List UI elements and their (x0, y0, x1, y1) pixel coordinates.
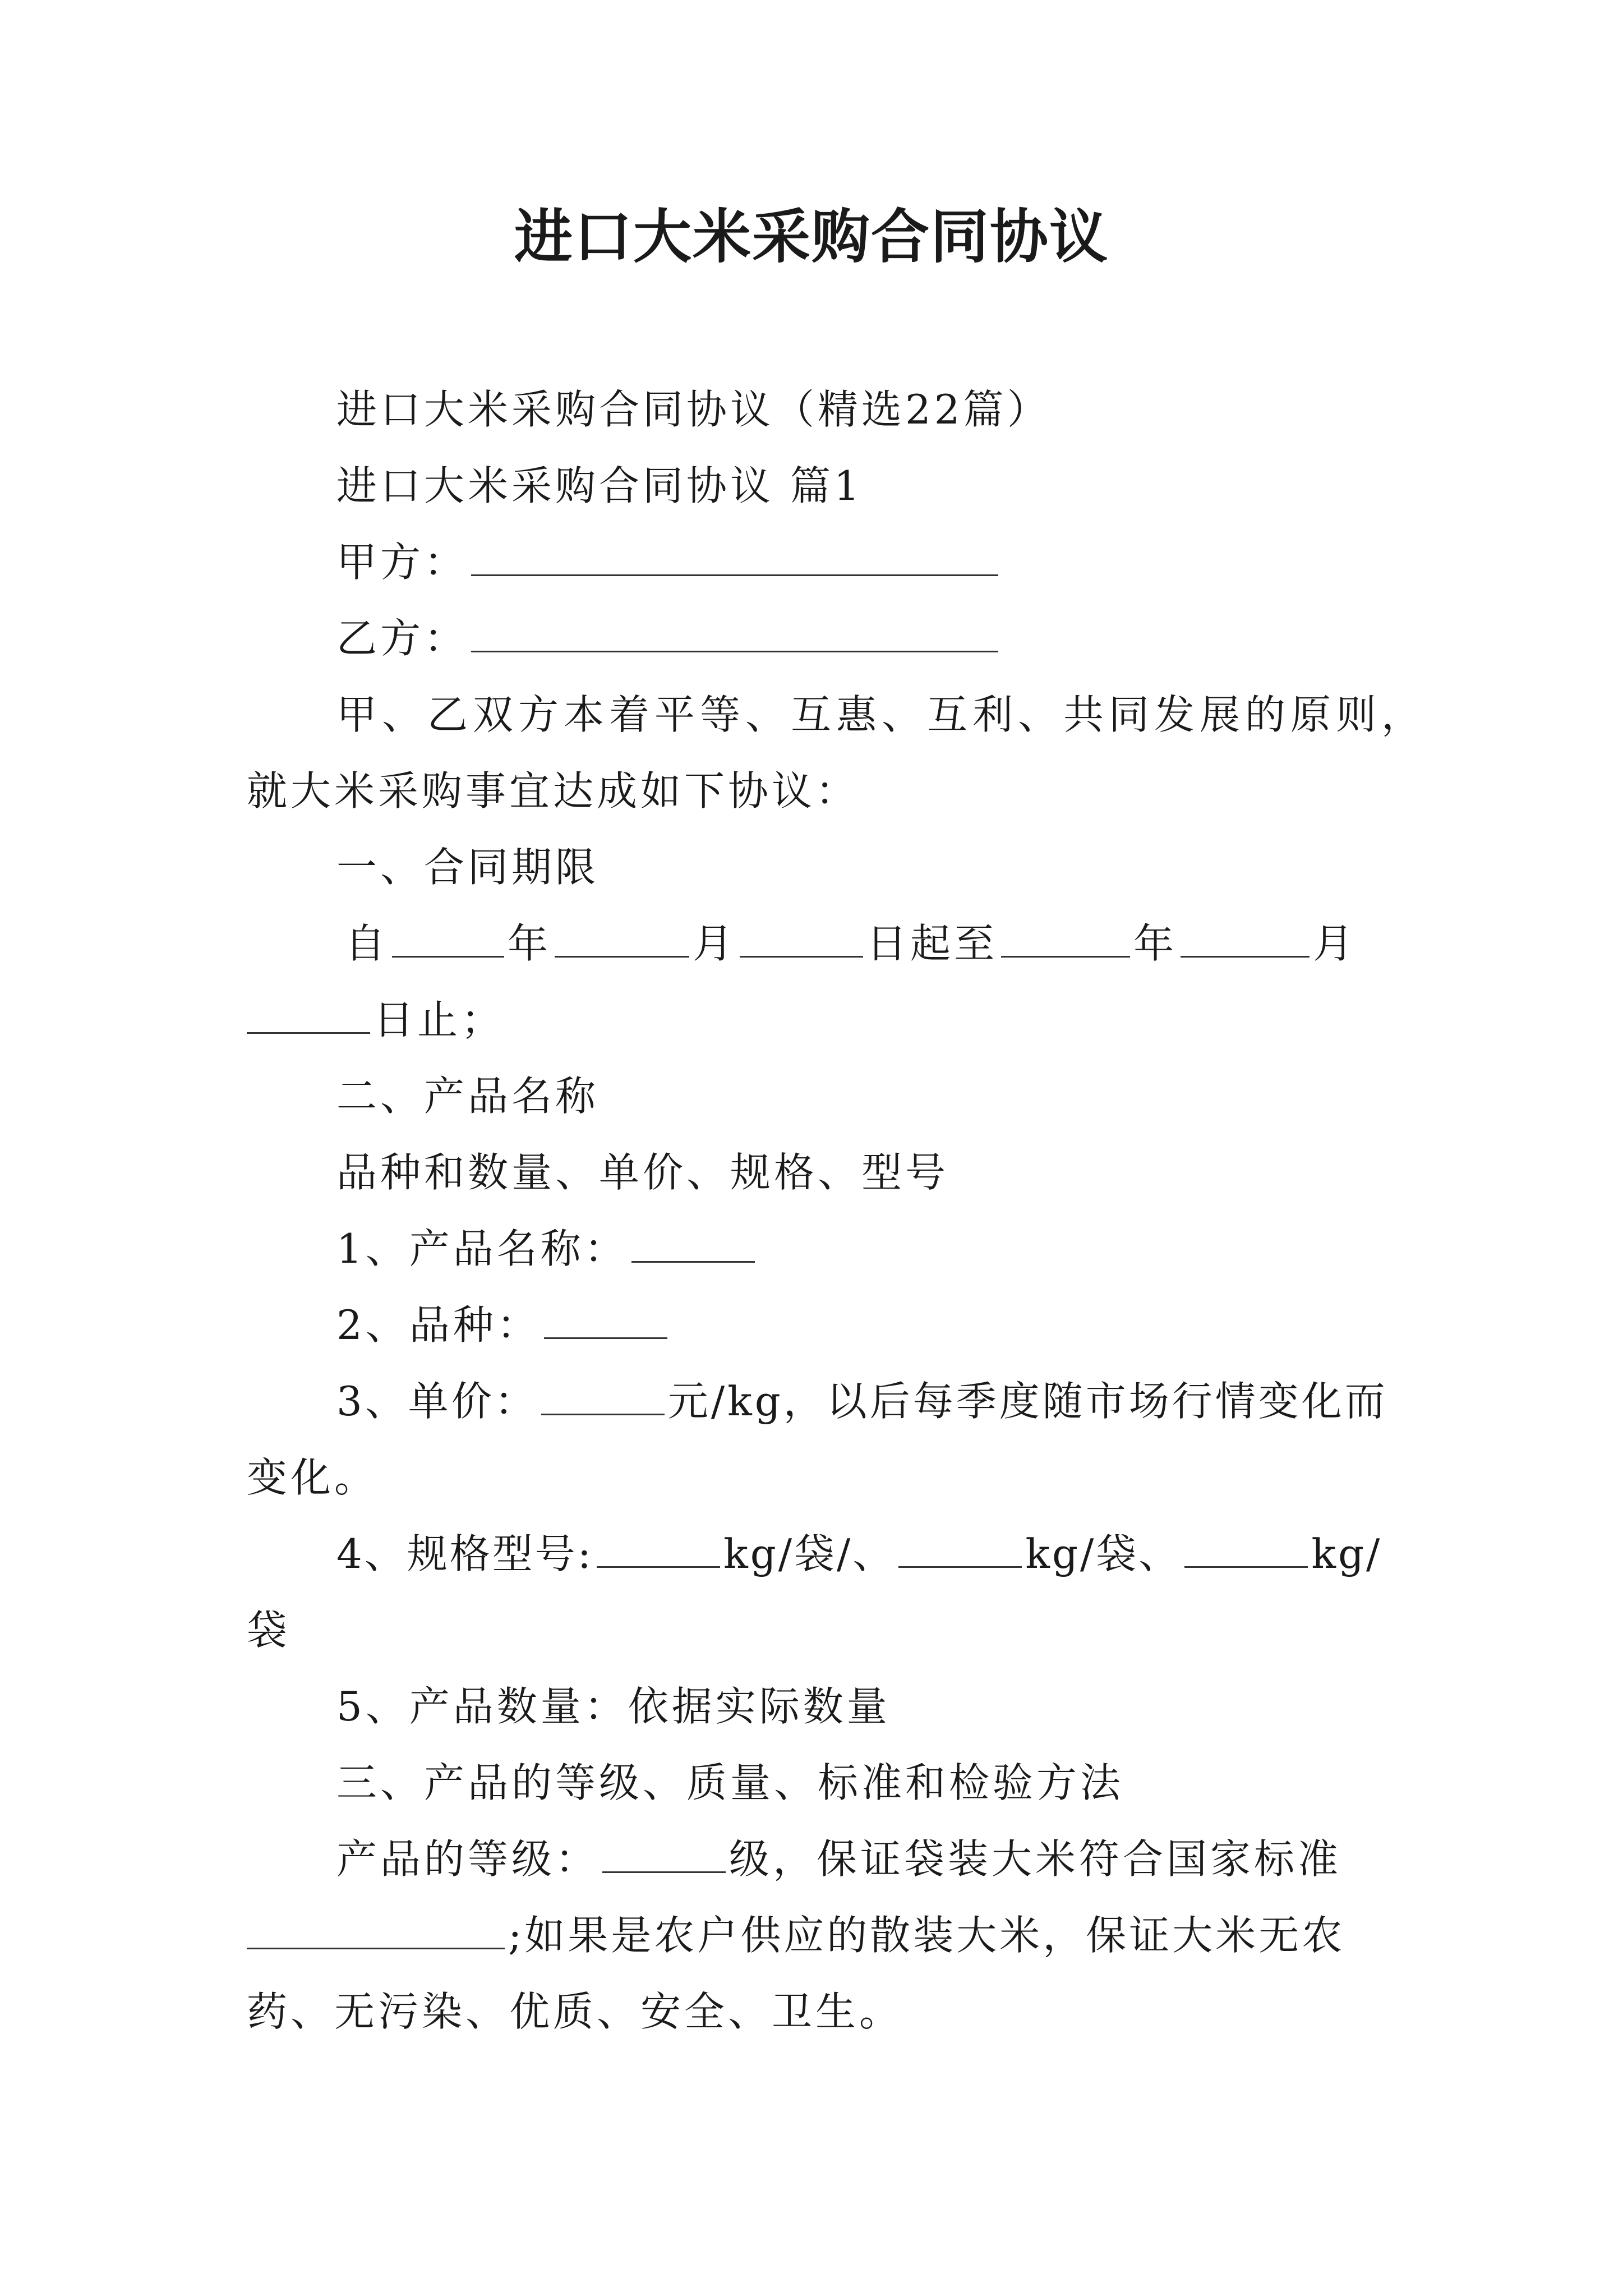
day-blank (247, 997, 370, 1034)
quantity-line: 5、产品数量：依据实际数量 (336, 1683, 891, 1730)
term-text: 日止； (374, 996, 505, 1043)
party-b-label: 乙方： (336, 615, 468, 662)
term-line (345, 915, 1357, 972)
day-blank (740, 921, 863, 958)
item-text: 元/kg，以后每季度随市场行情变化而 (667, 1378, 1388, 1425)
subtitle-line: 进口大米采购合同协议（精选22篇） (336, 386, 1051, 433)
document-title: 进口大米采购合同协议 (514, 202, 1109, 271)
term-text: 月 (693, 920, 737, 967)
term-text: 日起至 (866, 920, 998, 967)
item-text: kg/袋、 (1025, 1530, 1182, 1577)
party-a-blank (471, 540, 998, 576)
party-a-label: 甲方： (336, 539, 468, 586)
clause-heading: 二、产品名称 (336, 1073, 600, 1120)
item-text: kg/袋/、 (723, 1530, 896, 1577)
product-name-line (336, 1221, 758, 1277)
section-heading: 进口大米采购合同协议 篇1 (336, 462, 863, 509)
year-blank (392, 921, 504, 958)
item-label: 产品的等级： (336, 1835, 600, 1883)
paragraph-line: 变化。 (247, 1454, 379, 1501)
item-text: 级，保证袋装大米符合国家标准 (729, 1835, 1342, 1883)
standard-line (247, 1907, 1345, 1963)
party-b-blank (471, 616, 998, 652)
term-text: 年 (508, 920, 552, 967)
product-name-blank (631, 1226, 755, 1263)
item-text: kg/ (1311, 1530, 1382, 1577)
spec-line (336, 1526, 1382, 1582)
item-text: ;如果是农户供应的散装大米，保证大米无农 (508, 1912, 1345, 1959)
party-a-line (336, 534, 1002, 590)
year-blank (1001, 921, 1130, 958)
term-line-end (247, 992, 505, 1048)
grade-blank (602, 1837, 726, 1873)
item-label: 1、产品名称： (336, 1225, 628, 1272)
unit-price-blank (541, 1379, 665, 1415)
standard-blank (247, 1913, 505, 1949)
clause-heading: 三、产品的等级、质量、标准和检验方法 (336, 1759, 1124, 1806)
clause-heading: 一、合同期限 (336, 844, 600, 891)
paragraph-line: 药、无污染、优质、安全、卫生。 (247, 1988, 903, 2035)
spec-blank (1184, 1531, 1308, 1568)
paragraph-line: 袋 (247, 1607, 291, 1654)
spec-blank (597, 1531, 720, 1568)
variety-line (336, 1297, 671, 1353)
paragraph-line: 品种和数量、单价、规格、型号 (336, 1149, 949, 1196)
paragraph-line: 甲、乙双方本着平等、互惠、互利、共同发展的原则， (336, 691, 1427, 738)
paragraph-line: 就大米采购事宜达成如下协议： (247, 767, 860, 815)
term-text: 年 (1133, 920, 1178, 967)
party-b-line (336, 610, 1002, 666)
item-label: 3、单价： (336, 1378, 538, 1425)
month-blank (555, 921, 689, 958)
month-blank (1181, 921, 1310, 958)
unit-price-line (336, 1373, 1388, 1429)
variety-blank (544, 1303, 667, 1339)
term-text: 月 (1313, 920, 1357, 967)
spec-blank (898, 1531, 1022, 1568)
term-text: 自 (345, 920, 389, 967)
item-label: 2、品种： (336, 1301, 541, 1349)
item-label: 4、规格型号: (336, 1530, 594, 1577)
grade-line (336, 1831, 1341, 1887)
